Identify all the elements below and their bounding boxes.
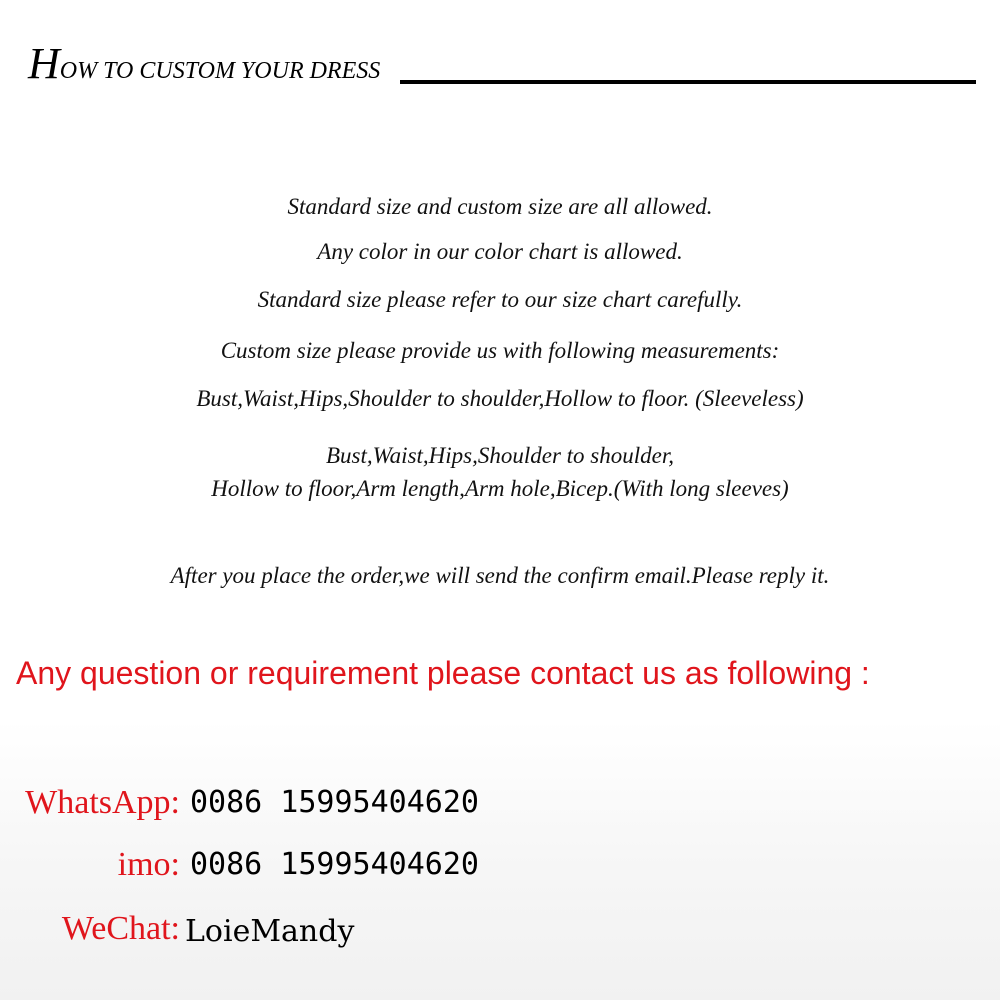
header xyxy=(28,39,978,92)
instruction-colors-allowed: Any color in our color chart is allowed. xyxy=(317,239,683,264)
wechat-label: WeChat: xyxy=(61,910,180,947)
wechat-id: LoieMandy xyxy=(185,914,355,949)
title-underline-rule xyxy=(400,80,976,84)
instruction-size-chart: Standard size please refer to our size chart carefully. xyxy=(257,287,743,312)
title-rest: OW TO CUSTOM YOUR DRESS xyxy=(59,58,381,84)
imo-label: imo: xyxy=(117,846,180,883)
whatsapp-number: 0086 15995404620 xyxy=(190,785,479,820)
measurements-long-sleeves-line2: Hollow to floor,Arm length,Arm hole,Bicep.(With long sleeves) xyxy=(211,476,789,501)
page-title xyxy=(28,39,381,88)
instruction-sizes-allowed: Standard size and custom size are all allowed. xyxy=(287,194,713,219)
measurements-long-sleeves-line1: Bust,Waist,Hips,Shoulder to shoulder, xyxy=(325,443,674,468)
measurements-sleeveless: Bust,Waist,Hips,Shoulder to shoulder,Hollow to floor. (Sleeveless) xyxy=(196,386,804,411)
instruction-custom-measurements: Custom size please provide us with following measurements: xyxy=(220,338,780,363)
imo-number: 0086 15995404620 xyxy=(190,847,479,882)
contact-heading: Any question or requirement please contact us as following : xyxy=(16,655,870,691)
whatsapp-label: WhatsApp: xyxy=(25,784,180,821)
instruction-confirm-email: After you place the order,we will send the confirm email.Please reply it. xyxy=(170,563,830,588)
title-initial: H xyxy=(28,39,60,88)
